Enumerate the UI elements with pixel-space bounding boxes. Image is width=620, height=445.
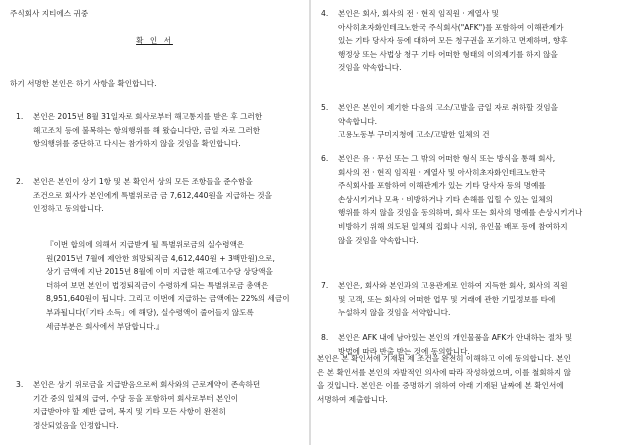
closing-statement: 본인은 본 확인서에 기재된 제 조건을 완전히 이해하고 이에 동의합니다. 본인 은 본 확인서를 본인의 자발적인 의사에 따라 작성하였으며, 이를 철회하지 않 을 것입니다. 본인은 이를 증명하기 위하여 아래 기재된 날짜에 본 확인서에 서명하여 제출합니다. bbox=[317, 354, 571, 404]
clause-number: 4. bbox=[321, 9, 329, 18]
clause-number: 1. bbox=[16, 112, 24, 121]
clause-text: 본인은 회사, 회사의 전 · 현직 임직원 · 계열사 및 아사히초자화인테크노한국 주식회사("AFK")를 포함하여 이해관계가 있는 기타 당사자 등에 대하여 모든 청구권을 포기하고 면제하며, 향후 행정상 또는 사법상 청구 기타 어떠한 형태의 이의제기를 하지 않을 것임을 약속합니다. bbox=[338, 9, 568, 73]
document-title: 확 인 서 bbox=[136, 36, 173, 45]
clause-text: 본인은 AFK 내에 남아있는 본인의 개인물품을 AFK가 안내하는 절차 및 방법에 따라 반출 받는 것에 동의합니다. bbox=[338, 333, 573, 356]
clause-text: 본인은 2015년 8월 31일자로 회사로부터 해고통지를 받은 후 그러한 해고조치 등에 불복하는 항의행위를 해 왔습니다만, 금일 자로 그러한 항의행위를 중단하고 다시는 참가하지 않을 것임을 확인합니다. bbox=[33, 112, 263, 149]
right-column bbox=[311, 0, 620, 445]
clause-number: 8. bbox=[321, 333, 329, 342]
clause-text: 본인은 본인이 제기한 다음의 고소/고발을 금일 자로 취하할 것임을 약속합니다. 고용노동부 구미지청에 고소/고발한 일체의 건 bbox=[338, 103, 558, 140]
addressee: 주식회사 지티에스 귀중 bbox=[10, 9, 89, 18]
clause-text: 본인은 본인이 상기 1항 및 본 확인서 상의 모든 조항들을 준수함을 조건으로 회사가 본인에게 특별위로금 금 7,612,440원을 지급하는 것을 인정하고 동의합니다. bbox=[33, 177, 272, 214]
clause-number: 7. bbox=[321, 281, 329, 290]
clause-text: 본인은 유 · 무선 또는 그 밖의 어떠한 형식 또는 방식을 통해 회사, 회사의 전 · 현직 임직원 · 계열사 및 아사히초자화인테크노한국 주식회사를 포함하여 이해관계가 있는 기타 당사자 등의 명예를 손상시키거나 모욕 · 비방하거나 기타 손해를 입힐 수 있는 일체의 행위를 하지 않을 것임을 동의하며, 회사 또는 회사의 명예를 손상시키거나 비방하기 위해 의도된 일체의 집회나 시위, 유인물 배포 등에 참여하지 않을 것임을 약속합니다. bbox=[338, 154, 583, 245]
clause-text: 본인은 상기 위로금을 지급받음으로써 회사와의 근로계약이 존속하던 기간 중의 일체의 급여, 수당 등을 포함하여 회사로부터 본인이 지급받아야 할 제반 급여, 복지 및 기타 모든 사항이 완전히 정산되었음을 인정합니다. bbox=[33, 380, 261, 430]
clause-text: 본인은, 회사와 본인과의 고용관계로 인하여 지득한 회사, 회사의 직원 및 고객, 또는 회사의 어떠한 업무 및 거래에 관한 기밀정보를 타에 누설하지 않을 것임을 서약합니다. bbox=[338, 281, 568, 318]
clause-number: 6. bbox=[321, 154, 329, 163]
intro-text: 하기 서명한 본인은 하기 사항을 확인합니다. bbox=[10, 79, 157, 88]
left-column bbox=[0, 0, 309, 445]
clause-number: 2. bbox=[16, 177, 24, 186]
clause-number: 5. bbox=[321, 103, 329, 112]
clause-number: 3. bbox=[16, 380, 24, 389]
settlement-quote: 『이번 합의에 의해서 지급받게 될 특별위로금의 실수령액은 원(2015년 7월에 제안한 희망퇴직금 4,612,440원 + 3백만원)으로, 상기 금액에 지난 2015년 8월에 이미 지급한 해고예고수당 상당액을 더하여 보면 본인이 법정퇴직금이 수령하게 되는 특별위로금 총액은 8,951,640원이 됩니다. 그리고 이번에 지급하는 금액에는 22%의 세금이 부과될니다(「기타 소득」에 해당), 실수령액이 줄어들지 않도록 세금부분은 회사에서 부담합니다.』 bbox=[46, 240, 290, 331]
